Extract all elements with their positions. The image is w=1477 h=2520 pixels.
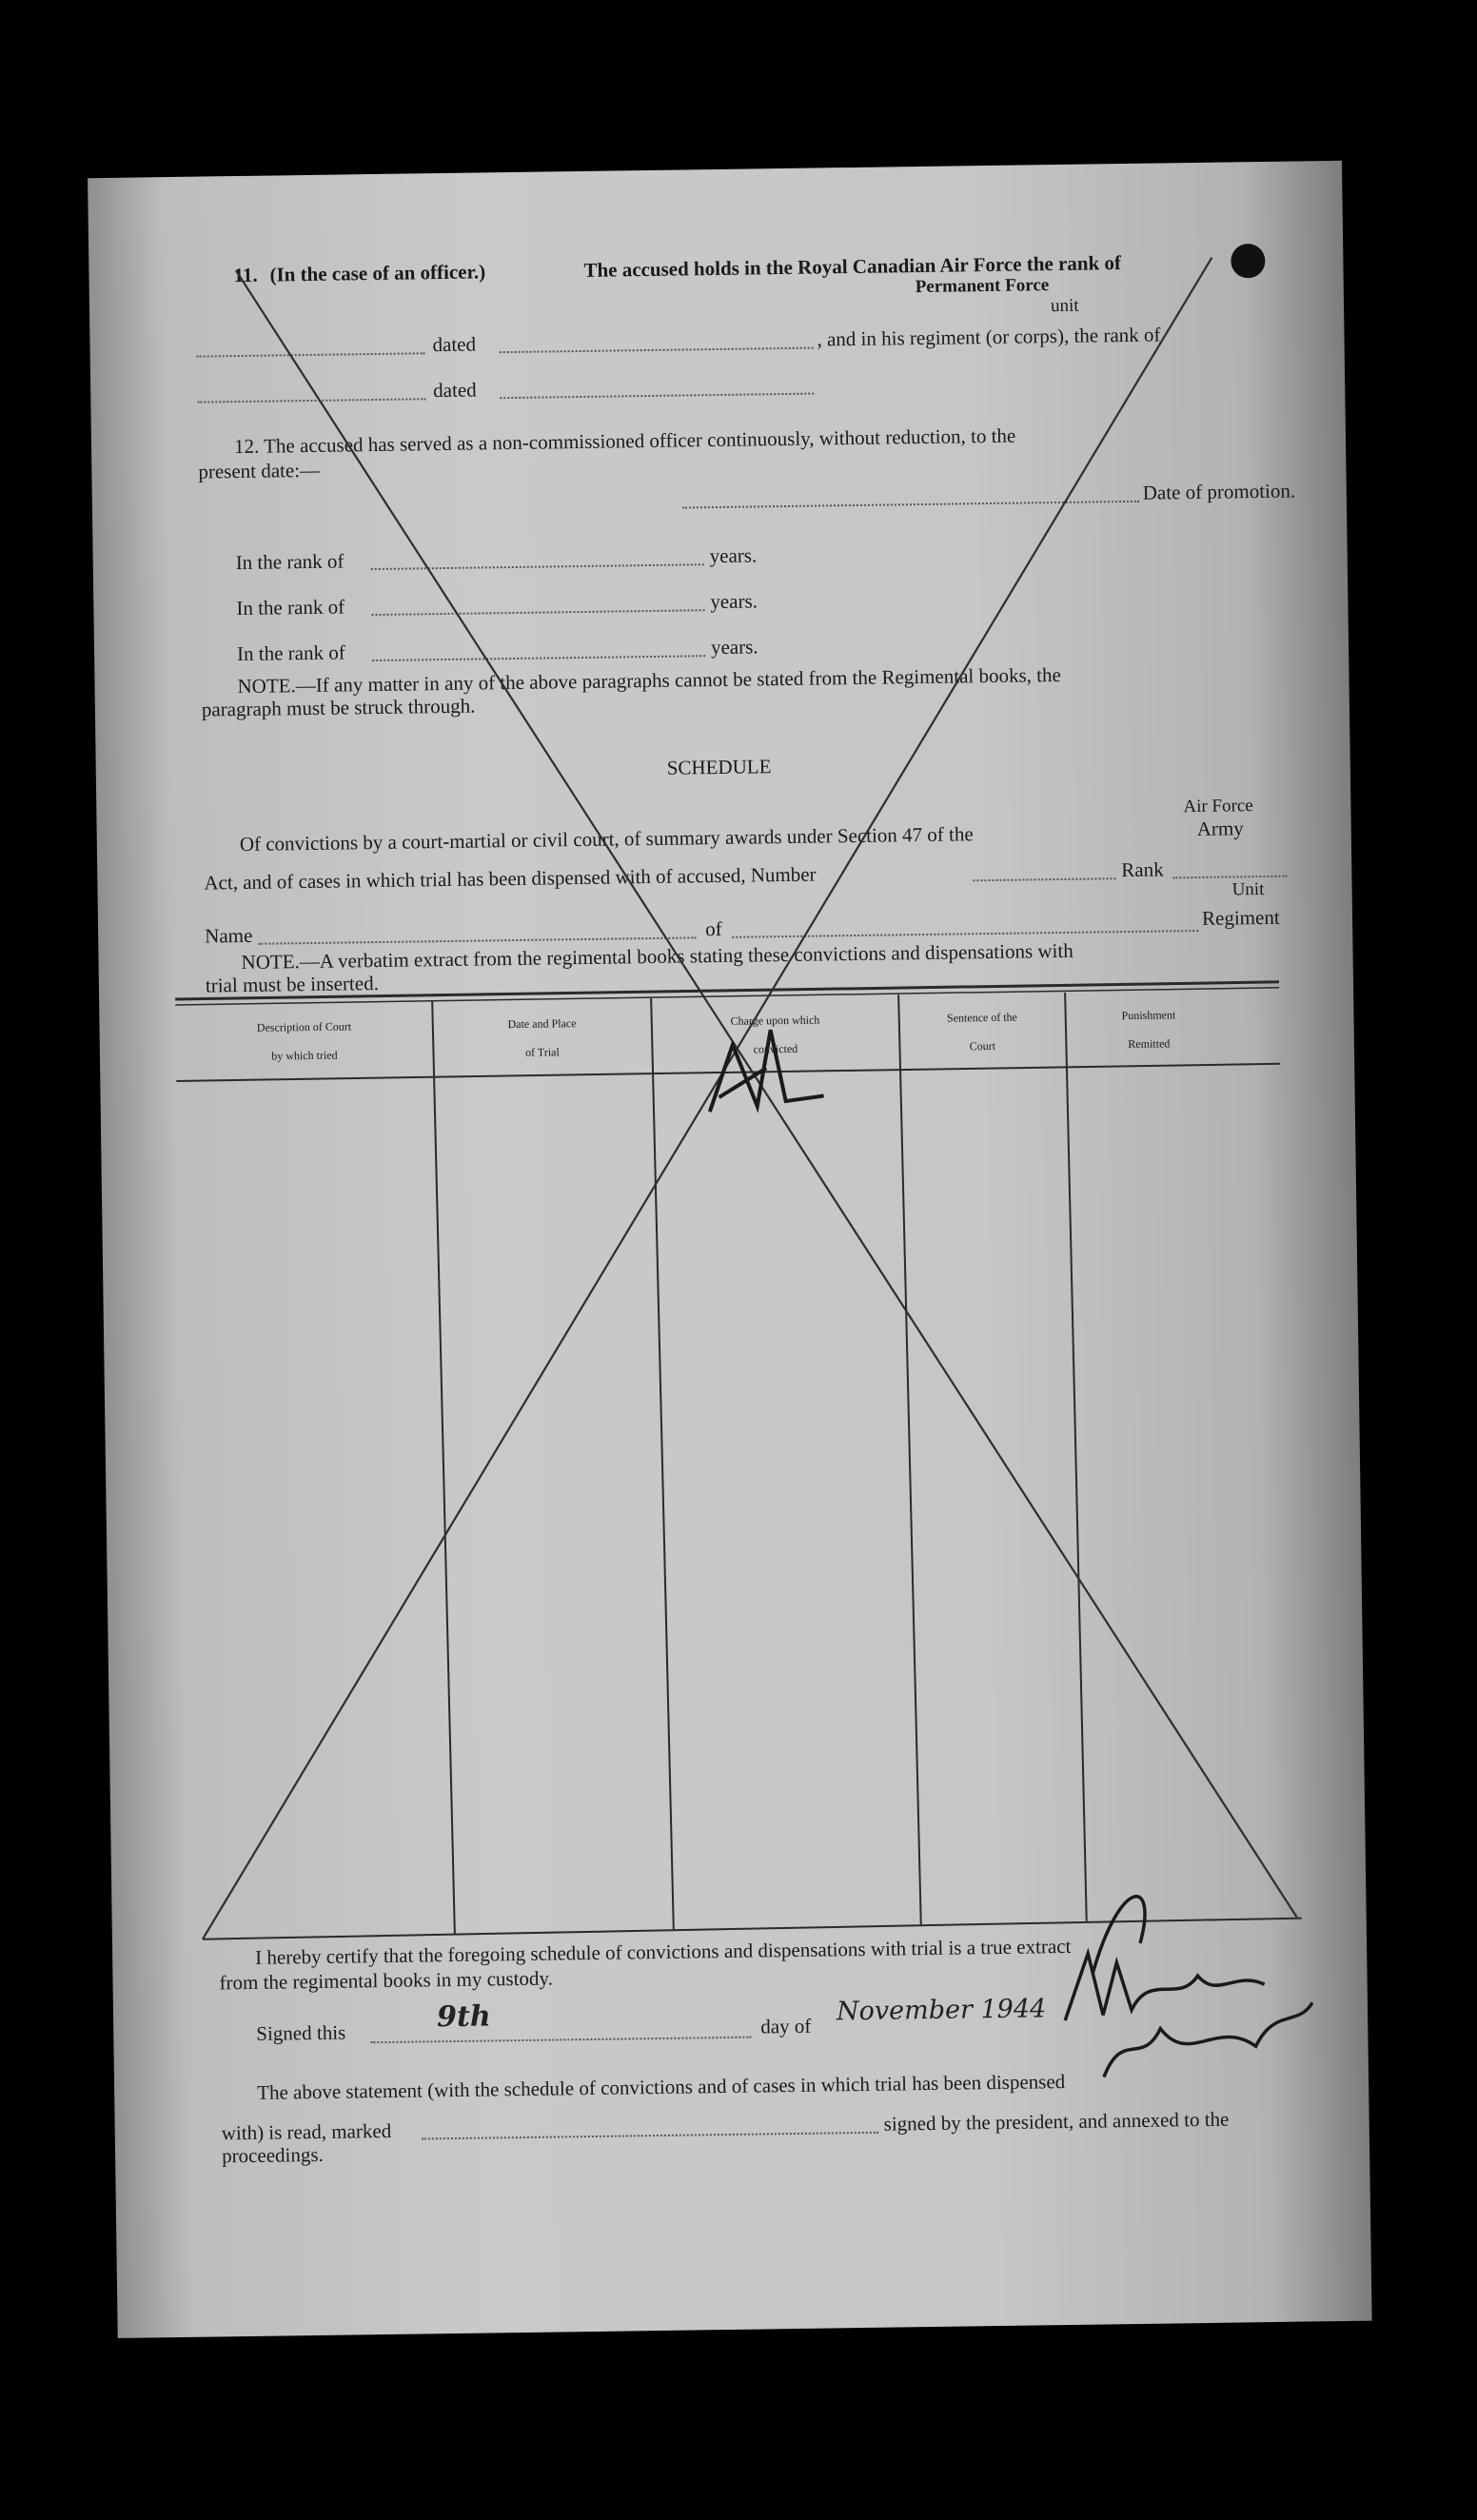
table-header-charge: Charge upon which convicted: [730, 1013, 820, 1056]
p12-line2: present date:—: [198, 458, 321, 483]
schedule-title: SCHEDULE: [666, 755, 772, 779]
rank-label-2: In the rank of: [236, 595, 345, 620]
rank-label-1: In the rank of: [235, 549, 345, 575]
p11-dated-1: dated: [432, 332, 477, 357]
statement-line1: The above statement (with the schedule of convictions and of cases in which trial has been dispensed: [257, 2070, 1066, 2104]
certify-line1: I hereby certify that the foregoing schedule of convictions and dispensations with trial is a true extract: [255, 1934, 1072, 1969]
schedule-note-line2: trial must be inserted.: [205, 972, 380, 997]
p12-line1: 12. The accused has served as a non-commissioned officer continuously, without reduction, to the: [233, 423, 1016, 459]
date-of-promotion-label: Date of promotion.: [1142, 479, 1296, 504]
form-page: [88, 161, 1372, 2338]
years-label-3: years.: [710, 635, 758, 660]
schedule-table: [175, 982, 1302, 1939]
rank-label-3: In the rank of: [236, 640, 345, 666]
schedule-unit: Unit: [1231, 879, 1265, 900]
p11-lead: (In the case of an officer.): [269, 260, 486, 286]
years-label-1: years.: [709, 543, 758, 568]
schedule-line1: Of convictions by a court-martial or civil court, of summary awards under Section 47 of the: [239, 822, 974, 856]
schedule-army: Army: [1196, 817, 1244, 840]
schedule-regiment: Regiment: [1201, 905, 1280, 930]
p11-permanent-force: Permanent Force: [915, 275, 1050, 298]
table-header-date-place: Date and Place of Trial: [507, 1016, 577, 1059]
certify-line2: from the regimental books in my custody.: [219, 1966, 554, 1995]
day-value: 9th: [436, 1999, 491, 2035]
schedule-rank: Rank: [1121, 857, 1164, 882]
note1-line1: NOTE.—If any matter in any of the above paragraphs cannot be stated from the Regimental books, the: [237, 662, 1062, 699]
note1-line2: paragraph must be struck through.: [201, 694, 476, 721]
statement-line2b: signed by the president, and annexed to the: [883, 2107, 1230, 2136]
schedule-name: Name: [205, 923, 253, 948]
signed-this-label: Signed this: [256, 2020, 346, 2045]
schedule-air-force: Air Force: [1183, 796, 1253, 817]
schedule-of: of: [704, 916, 722, 941]
schedule-note-line1: NOTE.—A verbatim extract from the regimental books stating these convictions and dispensations with: [241, 938, 1073, 975]
day-of-label: day of: [760, 2014, 812, 2038]
p11-dated-2: dated: [433, 378, 477, 403]
table-header-sentence: Sentence of the Court: [946, 1010, 1018, 1053]
statement-line3: proceedings.: [221, 2142, 324, 2168]
p11-unit: unit: [1050, 295, 1079, 317]
month-value: November 1944: [836, 1994, 1047, 2027]
table-header-punishment: Punishment Remitted: [1121, 1008, 1176, 1052]
statement-line2a: with) is read, marked: [221, 2118, 392, 2145]
table-and-strike-lines: [88, 161, 1372, 2338]
years-label-2: years.: [710, 589, 758, 614]
schedule-line2: Act, and of cases in which trial has been dispensed with of accused, Number: [204, 862, 817, 895]
table-header-court: Description of Court by which tried: [256, 1019, 352, 1063]
p11-text: The accused holds in the Royal Canadian Air Force the rank of: [583, 251, 1122, 282]
p11-number: 11.: [233, 263, 258, 287]
p11-regiment-text: , and in his regiment (or corps), the rank of: [817, 323, 1161, 351]
hole-punch: [1231, 244, 1265, 278]
strike-cross: [179, 257, 1296, 1939]
